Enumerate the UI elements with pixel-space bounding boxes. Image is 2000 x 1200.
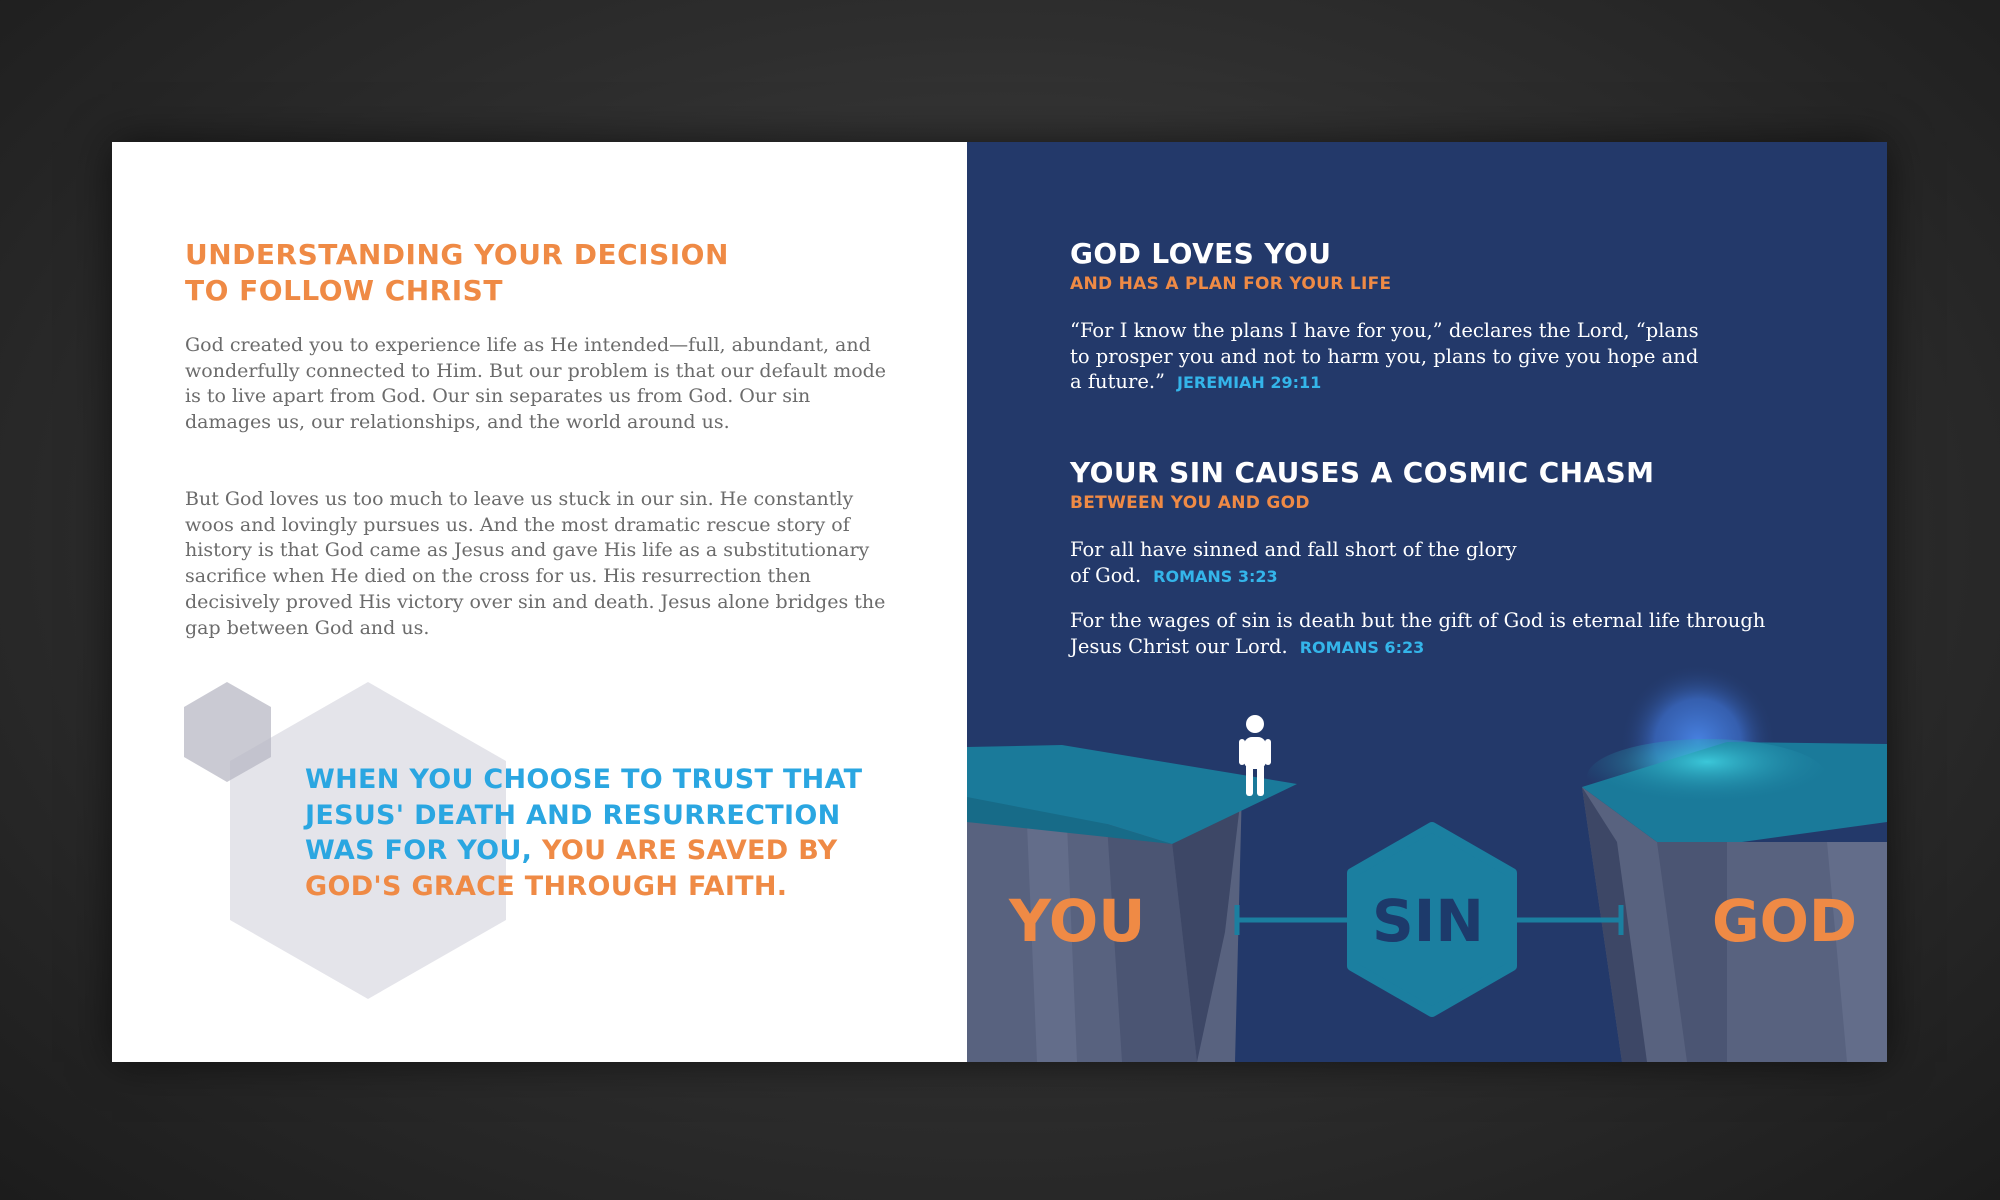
callout-orange-text: YOU ARE SAVED BY GOD'S GRACE THROUGH FAITH. (305, 835, 838, 902)
section1-heading: GOD LOVES YOU (1070, 237, 1332, 270)
body-paragraph-2: But God loves us too much to leave us stuck in our sin. He constantly woos and lovingly pursues us. And the most dramatic rescue story of history is that God came as Jesus and gave His life as a substitutionary sacrifice when He died on the cross for us. His resurrection then decisively proved His victory over sin and death. Jesus alone bridges the gap between God and us. (185, 488, 886, 639)
section1-subheading: AND HAS A PLAN FOR YOUR LIFE (1070, 274, 1392, 294)
scripture-reference: ROMANS 6:23 (1299, 637, 1425, 657)
left-page (112, 142, 967, 1062)
section2-subheading: BETWEEN YOU AND GOD (1070, 493, 1310, 513)
label-god: GOD (1712, 887, 1858, 955)
verse-text: For the wages of sin is death but the gift of God is eternal life through Jesus Christ our Lord. (1070, 609, 1766, 658)
heading-line-1: UNDERSTANDING YOUR DECISION (185, 238, 729, 271)
left-page-heading (185, 237, 825, 309)
callout-blue-text: WHEN YOU CHOOSE TO TRUST THAT JESUS' DEATH AND RESURRECTION WAS FOR YOU, (305, 764, 863, 866)
right-page (967, 142, 1887, 1062)
body-paragraph-1: God created you to experience life as He intended—full, abundant, and wonderfully connected to Him. But our problem is that our default mode is to live apart from God. Our sin separates us from God. Our sin damages us, our relationships, and the world around us. (185, 334, 887, 434)
verse-text: “For I know the plans I have for you,” declares the Lord, “plans to prosper you and not to harm you, plans to give you hope and a future.” (1070, 319, 1699, 393)
scripture-reference: ROMANS 3:23 (1153, 566, 1278, 586)
callout-text (305, 762, 915, 904)
scripture-reference: JEREMIAH 29:11 (1177, 373, 1322, 392)
label-you: YOU (1009, 887, 1146, 955)
section2-heading: YOUR SIN CAUSES A COSMIC CHASM (1070, 456, 1655, 489)
booklet-spread (112, 142, 1887, 1062)
heading-line-2: TO FOLLOW CHRIST (185, 274, 503, 307)
right-cliff-light (1587, 739, 1827, 815)
verse-text: For all have sinned and fall short of the glory of God. (1070, 538, 1517, 587)
label-sin: SIN (1372, 887, 1484, 955)
